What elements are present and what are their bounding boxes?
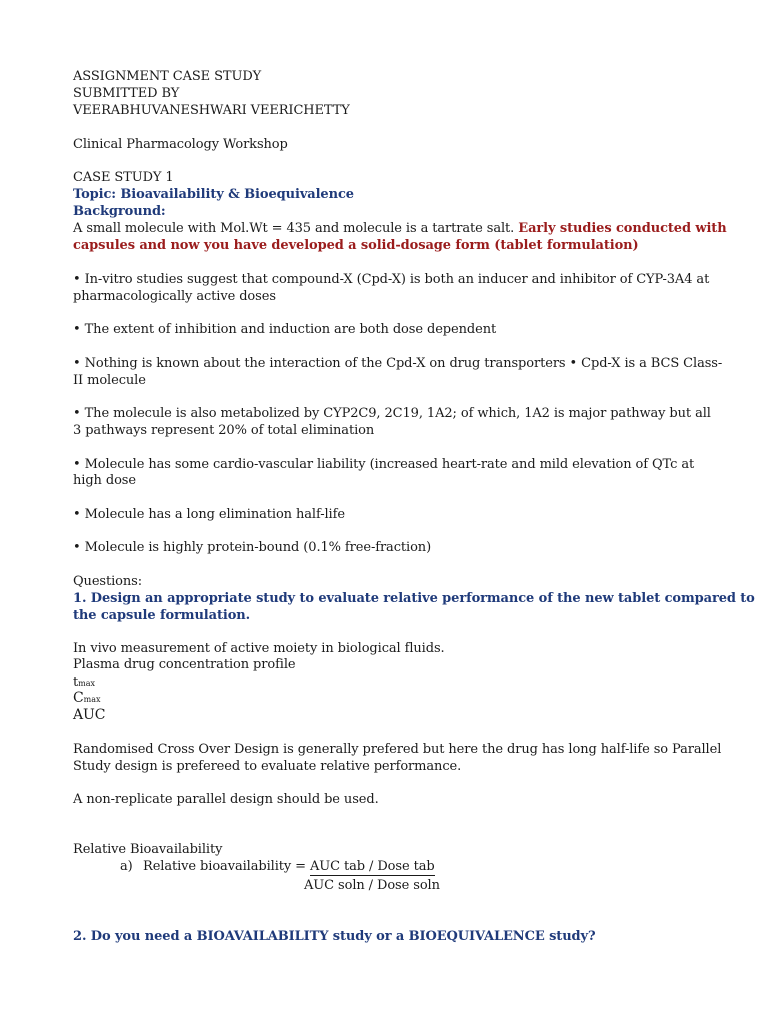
cmax-subscript: max	[83, 695, 101, 704]
question-1-line-2: the capsule formulation.	[73, 608, 251, 623]
question-2: 2. Do you need a BIOAVAILABILITY study or a BIOEQUIVALENCE study?	[73, 929, 596, 944]
bullet-7: • Molecule is highly protein-bound (0.1% free-fraction)	[73, 540, 432, 555]
bullet-2: • The extent of inhibition and induction are both dose dependent	[73, 322, 497, 337]
answer-1-line-2: Plasma drug concentration profile	[73, 657, 296, 672]
formula-label: a)	[120, 859, 133, 874]
header-author: VEERABHUVANESHWARI VEERICHETTY	[73, 103, 350, 118]
background-heading: Background:	[73, 204, 166, 219]
design-line-2: Study design is prefereed to evaluate relative performance.	[73, 759, 462, 774]
cmax-base: C	[73, 690, 84, 706]
design-line-3: A non-replicate parallel design should be used.	[73, 792, 379, 807]
bullet-1-line-1: • In-vitro studies suggest that compound-X (Cpd-X) is both an inducer and inhibitor of CYP-3A4 at	[73, 272, 710, 287]
header-title: ASSIGNMENT CASE STUDY	[73, 69, 262, 84]
workshop-title: Clinical Pharmacology Workshop	[73, 137, 288, 152]
bullet-5-line-1: • Molecule has some cardio-vascular liability (increased heart-rate and mild elevation of QTc at	[73, 457, 695, 472]
bullet-6: • Molecule has a long elimination half-life	[73, 507, 345, 522]
auc-term: AUC	[73, 707, 106, 723]
bullet-3-line-2: II molecule	[73, 373, 146, 388]
bullet-5-line-2: high dose	[73, 473, 136, 488]
relative-ba-title: Relative Bioavailability	[73, 842, 223, 857]
case-study-title: CASE STUDY 1	[73, 170, 174, 185]
bullet-1-line-2: pharmacologically active doses	[73, 289, 276, 304]
formula-text: Relative bioavailability =	[143, 859, 310, 874]
background-line-1	[73, 220, 727, 237]
answer-1-line-1: In vivo measurement of active moiety in biological fluids.	[73, 641, 445, 656]
bullet-4-line-2: 3 pathways represent 20% of total elimination	[73, 423, 375, 438]
formula-numerator: AUC tab / Dose tab	[309, 859, 435, 874]
bullet-4-line-1: • The molecule is also metabolized by CYP2C9, 2C19, 1A2; of which, 1A2 is major pathway but all	[73, 406, 711, 421]
background-highlight-line-2: capsules and now you have developed a solid-dosage form (tablet formulation)	[73, 238, 639, 253]
questions-label: Questions:	[73, 574, 143, 589]
header-submitted-by: SUBMITTED BY	[73, 86, 180, 101]
topic-heading: Topic: Bioavailability & Bioequivalence	[73, 187, 354, 202]
background-text: A small molecule with Mol.Wt = 435 and molecule is a tartrate salt.	[73, 221, 515, 236]
cmax-term	[73, 690, 101, 708]
background-highlight: Early studies conducted with	[518, 221, 727, 236]
tmax-subscript: max	[78, 679, 95, 688]
tmax-base: t	[73, 675, 79, 690]
formula-denominator: AUC soln / Dose soln	[304, 878, 440, 893]
bullet-3-line-1: • Nothing is known about the interaction of the Cpd-X on drug transporters • Cpd-X is a BCS Class-	[73, 356, 723, 371]
design-line-1: Randomised Cross Over Design is generally prefered but here the drug has long half-life so Parallel	[73, 742, 722, 757]
question-1-line-1: 1. Design an appropriate study to evaluate relative performance of the new tablet compared to	[73, 591, 755, 606]
formula-line	[143, 858, 435, 875]
